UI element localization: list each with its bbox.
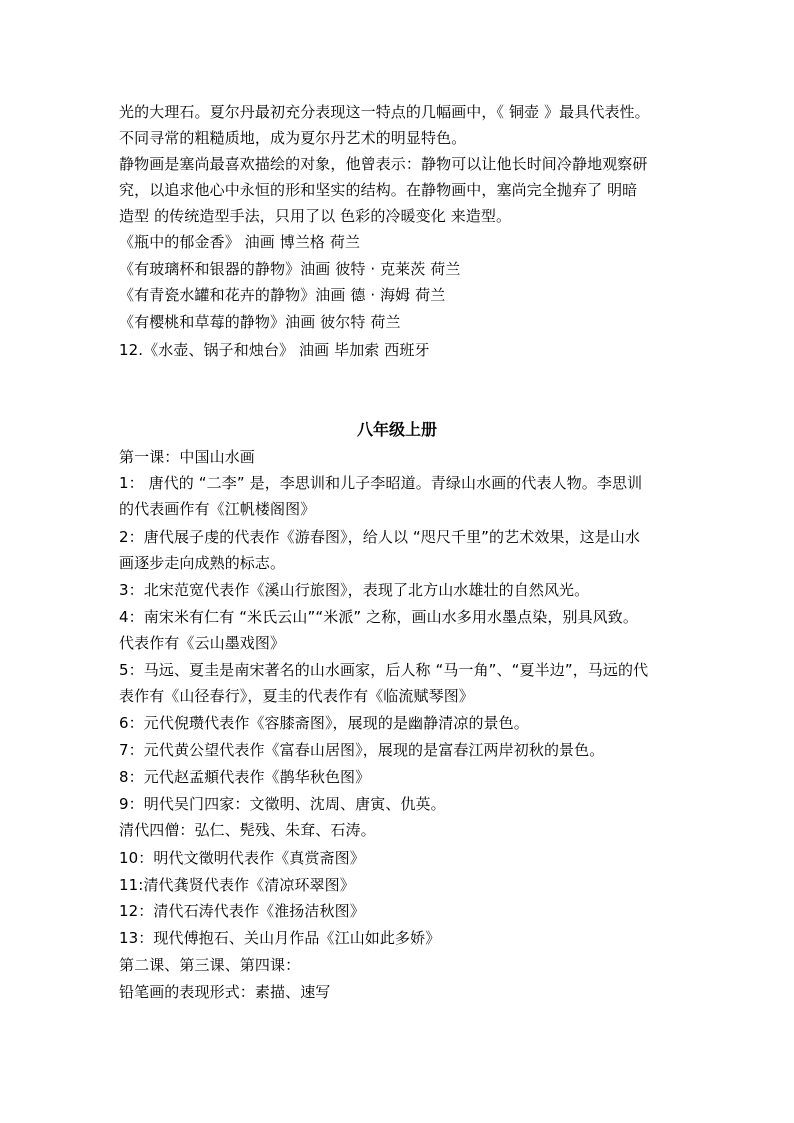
paragraph-line: 造型 的传统造型手法，只用了以 色彩的冷暖变化 来造型。 (119, 207, 512, 225)
paragraph-line: 不同寻常的粗糙质地，成为夏尔丹艺术的明显特色。 (119, 129, 467, 147)
paragraph-line: 究，以追求他心中永恒的形和坚实的结构。在静物画中，塞尚完全抛弃了 明暗 (119, 181, 638, 199)
paragraph-line: 画逐步走向成熟的标志。 (119, 554, 286, 572)
paragraph-line: 3：北宋范宽代表作《溪山行旅图》，表现了北方山水雄壮的自然风光。 (119, 581, 590, 599)
paragraph-line: 静物画是塞尚最喜欢描绘的对象，他曾表示：静物可以让他长时间冷静地观察研 (119, 155, 648, 173)
paragraph-line: 11:清代龚贤代表作《清凉环翠图》 (119, 876, 355, 894)
paragraph-line: 10：明代文徵明代表作《真赏斋图》 (119, 849, 365, 867)
paragraph-line: 铅笔画的表现形式：素描、速写 (119, 983, 331, 1001)
section-heading: 八年级上册 (356, 420, 437, 439)
paragraph-line: 清代四僧：弘仁、髡残、朱耷、石涛。 (119, 821, 376, 839)
paragraph-line: 表作有《山径春行》，夏圭的代表作有《临流赋琴图》 (119, 687, 474, 705)
paragraph-line: 光的大理石。夏尔丹最初充分表现这一特点的几幅画中，《 铜壶 》最具代表性。 (119, 103, 650, 121)
lesson-title: 第二课、第三课、第四课： (119, 956, 301, 974)
paragraph-line: 4：南宋米有仁有 “米氏云山”“米派” 之称，画山水多用水墨点染，别具风致。 (119, 608, 638, 626)
lesson-title: 第一课：中国山水画 (119, 448, 255, 466)
paragraph-line: 2：唐代展子虔的代表作《游春图》，给人以 “咫尺千里”的艺术效果，这是山水 (119, 528, 641, 546)
paragraph-line: 7：元代黄公望代表作《富春山居图》，展现的是富春江两岸初秋的景色。 (119, 741, 605, 759)
paragraph-line: 8：元代赵孟頫代表作《鹊华秋色图》 (119, 768, 371, 786)
artwork-list-item: 《有玻璃杯和银器的静物》油画 彼特 · 克莱茨 荷兰 (119, 260, 461, 278)
paragraph-line: 5：马远、夏圭是南宋著名的山水画家，后人称 “马一角”、“夏半边”，马远的代 (119, 661, 649, 679)
paragraph-line: 代表作有《云山墨戏图》 (119, 634, 286, 652)
paragraph-line: 的代表画作有《江帆楼阁图》 (119, 500, 316, 518)
artwork-list-item: 12.《水壶、锅子和烛台》 油画 毕加索 西班牙 (119, 341, 430, 359)
artwork-list-item: 《有樱桃和草莓的静物》油画 彼尔特 荷兰 (119, 313, 401, 331)
paragraph-line: 1： 唐代的 “二李” 是，李思训和儿子李昭道。青绿山水画的代表人物。李思训 (119, 474, 643, 492)
paragraph-line: 9：明代吴门四家：文徵明、沈周、唐寅、仇英。 (119, 795, 446, 813)
artwork-list-item: 《瓶中的郁金香》 油画 博兰格 荷兰 (119, 233, 361, 251)
paragraph-line: 13：现代傅抱石、关山月作品《江山如此多娇》 (119, 929, 441, 947)
artwork-list-item: 《有青瓷水罐和花卉的静物》油画 德 · 海姆 荷兰 (119, 286, 446, 304)
paragraph-line: 6：元代倪瓒代表作《容膝斋图》，展现的是幽静清凉的景色。 (119, 714, 529, 732)
paragraph-line: 12：清代石涛代表作《淮扬洁秋图》 (119, 902, 365, 920)
